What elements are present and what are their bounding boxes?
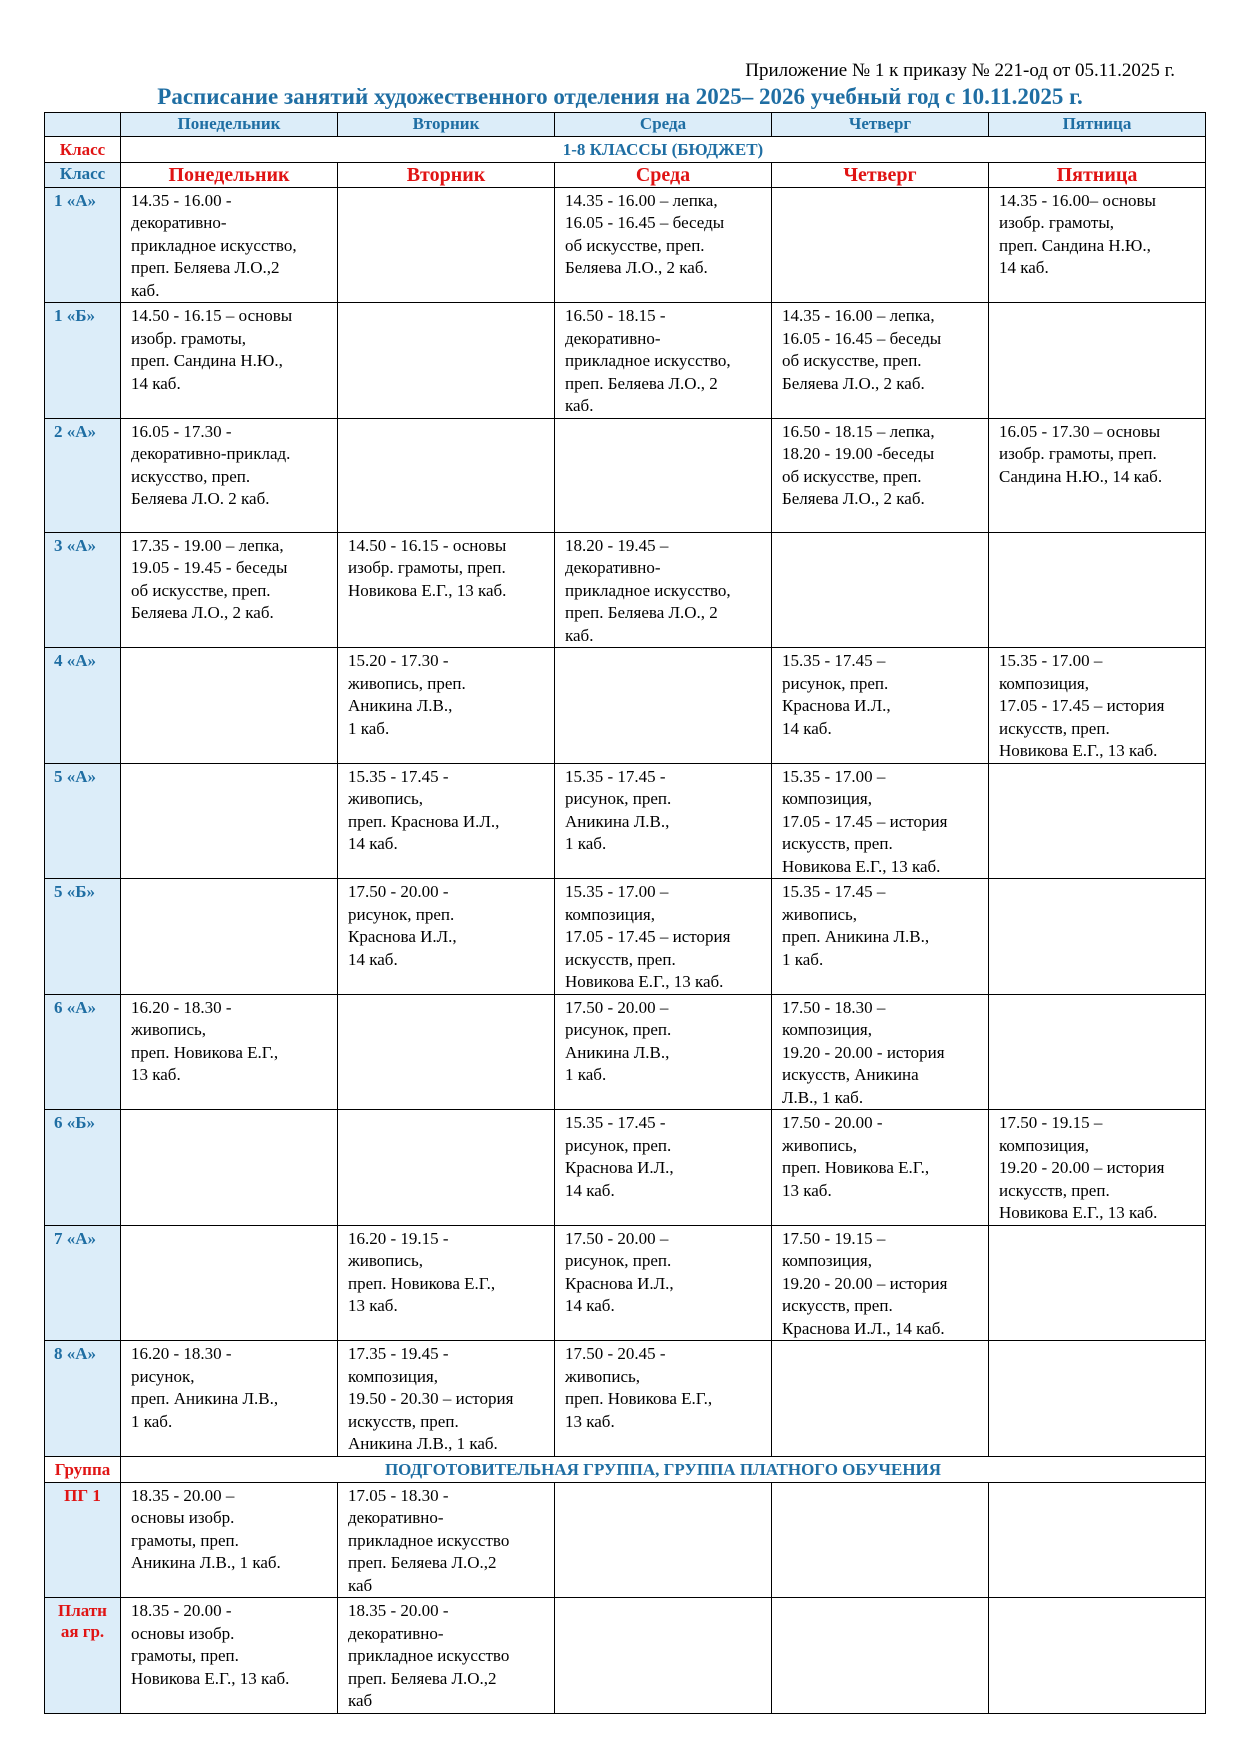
day-name-thu: Четверг: [772, 162, 989, 187]
day-name-fri: Пятница: [989, 162, 1206, 187]
lesson-cell-thu: 15.35 - 17.00 – композиция, 17.05 - 17.45 – история искусств, преп. Новикова Е.Г., 13 каб.: [772, 763, 989, 879]
lesson-cell-mon: [121, 1225, 338, 1341]
lesson-cell-tue: [338, 187, 555, 303]
lesson-cell-wed: 14.35 - 16.00 – лепка, 16.05 - 16.45 – беседы об искусстве, преп. Беляева Л.О., 2 каб.: [555, 187, 772, 303]
lesson-cell-thu: 14.35 - 16.00 – лепка, 16.05 - 16.45 – беседы об искусстве, преп. Беляева Л.О., 2 каб.: [772, 303, 989, 419]
lesson-cell-fri: [989, 879, 1206, 995]
class-row: [45, 1341, 1206, 1457]
lesson-cell-wed: [555, 648, 772, 764]
lesson-cell-mon: [121, 763, 338, 879]
lesson-cell-fri: [989, 1598, 1206, 1714]
lesson-cell-mon: [121, 1110, 338, 1226]
lesson-cell-tue: 16.20 - 19.15 - живопись, преп. Новикова Е.Г., 13 каб.: [338, 1225, 555, 1341]
day-name-tue: Вторник: [338, 162, 555, 187]
day-name-mon: Понедельник: [121, 162, 338, 187]
corner-cell: [45, 113, 121, 137]
lesson-cell-wed: 17.50 - 20.00 – рисунок, преп. Аникина Л.В., 1 каб.: [555, 994, 772, 1110]
group-name: ПГ 1: [45, 1482, 121, 1598]
class-name: 5 «Б»: [45, 879, 121, 995]
class-row: [45, 303, 1206, 419]
day-name-row: [45, 162, 1206, 187]
lesson-cell-tue: [338, 994, 555, 1110]
lesson-cell-wed: [555, 1598, 772, 1714]
lesson-cell-thu: [772, 1482, 989, 1598]
lesson-cell-tue: 18.35 - 20.00 - декоративно- прикладное искусство преп. Беляева Л.О.,2 каб: [338, 1598, 555, 1714]
lesson-cell-thu: [772, 187, 989, 303]
schedule-table: [44, 112, 1206, 1714]
day-header-tue: Вторник: [338, 113, 555, 137]
lesson-cell-tue: 14.50 - 16.15 - основы изобр. грамоты, преп. Новикова Е.Г., 13 каб.: [338, 532, 555, 648]
group-row: [45, 1482, 1206, 1598]
lesson-cell-mon: 14.35 - 16.00 - декоративно- прикладное искусство, преп. Беляева Л.О.,2 каб.: [121, 187, 338, 303]
appendix-note: Приложение № 1 к приказу № 221-од от 05.11.2025 г.: [745, 60, 1175, 81]
lesson-cell-fri: [989, 763, 1206, 879]
class-name: 6 «А»: [45, 994, 121, 1110]
day-header-fri: Пятница: [989, 113, 1206, 137]
lesson-cell-wed: 15.35 - 17.45 - рисунок, преп. Краснова И.Л., 14 каб.: [555, 1110, 772, 1226]
lesson-cell-fri: 15.35 - 17.00 – композиция, 17.05 - 17.45 – история искусств, преп. Новикова Е.Г., 13 каб.: [989, 648, 1206, 764]
section-budget-title: 1-8 КЛАССЫ (БЮДЖЕТ): [121, 136, 1206, 162]
class-name: 1 «Б»: [45, 303, 121, 419]
lesson-cell-thu: 17.50 - 18.30 – композиция, 19.20 - 20.00 - история искусств, Аникина Л.В., 1 каб.: [772, 994, 989, 1110]
lesson-cell-fri: [989, 532, 1206, 648]
class-name: 8 «А»: [45, 1341, 121, 1457]
class-name: 3 «А»: [45, 532, 121, 648]
day-header-thu: Четверг: [772, 113, 989, 137]
day-header-row: [45, 113, 1206, 137]
lesson-cell-mon: 17.35 - 19.00 – лепка, 19.05 - 19.45 - беседы об искусстве, преп. Беляева Л.О., 2 каб.: [121, 532, 338, 648]
lesson-cell-thu: [772, 1341, 989, 1457]
lesson-cell-mon: 16.05 - 17.30 - декоративно-приклад. искусство, преп. Беляева Л.О. 2 каб.: [121, 418, 338, 532]
lesson-cell-fri: 14.35 - 16.00– основы изобр. грамоты, преп. Сандина Н.Ю., 14 каб.: [989, 187, 1206, 303]
lesson-cell-fri: [989, 994, 1206, 1110]
lesson-cell-tue: 15.20 - 17.30 - живопись, преп. Аникина Л.В., 1 каб.: [338, 648, 555, 764]
lesson-cell-wed: [555, 1482, 772, 1598]
class-name: 7 «А»: [45, 1225, 121, 1341]
section-budget-row: [45, 136, 1206, 162]
lesson-cell-tue: 15.35 - 17.45 - живопись, преп. Краснова И.Л., 14 каб.: [338, 763, 555, 879]
class-row: [45, 1110, 1206, 1226]
lesson-cell-wed: 15.35 - 17.45 - рисунок, преп. Аникина Л.В., 1 каб.: [555, 763, 772, 879]
lesson-cell-thu: 17.50 - 19.15 – композиция, 19.20 - 20.00 – история искусств, преп. Краснова И.Л., 14 каб.: [772, 1225, 989, 1341]
lesson-cell-wed: 18.20 - 19.45 – декоративно- прикладное искусство, преп. Беляева Л.О., 2 каб.: [555, 532, 772, 648]
lesson-cell-wed: 15.35 - 17.00 – композиция, 17.05 - 17.45 – история искусств, преп. Новикова Е.Г., 13 каб.: [555, 879, 772, 995]
class-name: 6 «Б»: [45, 1110, 121, 1226]
lesson-cell-mon: 14.50 - 16.15 – основы изобр. грамоты, преп. Сандина Н.Ю., 14 каб.: [121, 303, 338, 419]
lesson-cell-fri: [989, 1482, 1206, 1598]
class-name: 5 «А»: [45, 763, 121, 879]
klass-label-red: Класс: [45, 136, 121, 162]
lesson-cell-thu: [772, 532, 989, 648]
class-name: 4 «А»: [45, 648, 121, 764]
class-row: [45, 418, 1206, 532]
class-row: [45, 187, 1206, 303]
day-header-wed: Среда: [555, 113, 772, 137]
class-row: [45, 763, 1206, 879]
class-name: 1 «А»: [45, 187, 121, 303]
page-title: Расписание занятий художественного отделения на 2025– 2026 учебный год с 10.11.2025 г.: [157, 84, 1083, 109]
lesson-cell-tue: [338, 303, 555, 419]
lesson-cell-wed: [555, 418, 772, 532]
lesson-cell-thu: 16.50 - 18.15 – лепка, 18.20 - 19.00 -беседы об искусстве, преп. Беляева Л.О., 2 каб.: [772, 418, 989, 532]
lesson-cell-tue: 17.35 - 19.45 - композиция, 19.50 - 20.30 – история искусств, преп. Аникина Л.В., 1 каб.: [338, 1341, 555, 1457]
lesson-cell-mon: 16.20 - 18.30 - рисунок, преп. Аникина Л.В., 1 каб.: [121, 1341, 338, 1457]
lesson-cell-tue: 17.50 - 20.00 - рисунок, преп. Краснова И.Л., 14 каб.: [338, 879, 555, 995]
section-paid-row: [45, 1456, 1206, 1482]
lesson-cell-fri: 16.05 - 17.30 – основы изобр. грамоты, преп. Сандина Н.Ю., 14 каб.: [989, 418, 1206, 532]
lesson-cell-tue: [338, 1110, 555, 1226]
class-row: [45, 532, 1206, 648]
lesson-cell-wed: 16.50 - 18.15 - декоративно- прикладное искусство, преп. Беляева Л.О., 2 каб.: [555, 303, 772, 419]
class-row: [45, 648, 1206, 764]
class-row: [45, 994, 1206, 1110]
day-name-wed: Среда: [555, 162, 772, 187]
section-paid-title: ПОДГОТОВИТЕЛЬНАЯ ГРУППА, ГРУППА ПЛАТНОГО ОБУЧЕНИЯ: [121, 1456, 1206, 1482]
lesson-cell-tue: [338, 418, 555, 532]
lesson-cell-thu: 15.35 - 17.45 – рисунок, преп. Краснова И.Л., 14 каб.: [772, 648, 989, 764]
lesson-cell-fri: [989, 1225, 1206, 1341]
class-row: [45, 1225, 1206, 1341]
lesson-cell-thu: 17.50 - 20.00 - живопись, преп. Новикова Е.Г., 13 каб.: [772, 1110, 989, 1226]
lesson-cell-fri: [989, 1341, 1206, 1457]
class-name: 2 «А»: [45, 418, 121, 532]
day-header-mon: Понедельник: [121, 113, 338, 137]
lesson-cell-mon: 18.35 - 20.00 - основы изобр. грамоты, преп. Новикова Е.Г., 13 каб.: [121, 1598, 338, 1714]
group-name: Платн ая гр.: [45, 1598, 121, 1714]
class-row: [45, 879, 1206, 995]
lesson-cell-mon: 18.35 - 20.00 – основы изобр. грамоты, преп. Аникина Л.В., 1 каб.: [121, 1482, 338, 1598]
klass-label: Класс: [45, 162, 121, 187]
lesson-cell-thu: 15.35 - 17.45 – живопись, преп. Аникина Л.В., 1 каб.: [772, 879, 989, 995]
group-label-red: Группа: [45, 1456, 121, 1482]
lesson-cell-fri: 17.50 - 19.15 – композиция, 19.20 - 20.00 – история искусств, преп. Новикова Е.Г., 13 каб.: [989, 1110, 1206, 1226]
lesson-cell-thu: [772, 1598, 989, 1714]
lesson-cell-wed: 17.50 - 20.00 – рисунок, преп. Краснова И.Л., 14 каб.: [555, 1225, 772, 1341]
lesson-cell-tue: 17.05 - 18.30 - декоративно- прикладное искусство преп. Беляева Л.О.,2 каб: [338, 1482, 555, 1598]
lesson-cell-wed: 17.50 - 20.45 - живопись, преп. Новикова Е.Г., 13 каб.: [555, 1341, 772, 1457]
lesson-cell-mon: [121, 879, 338, 995]
lesson-cell-fri: [989, 303, 1206, 419]
lesson-cell-mon: [121, 648, 338, 764]
lesson-cell-mon: 16.20 - 18.30 - живопись, преп. Новикова Е.Г., 13 каб.: [121, 994, 338, 1110]
group-row: [45, 1598, 1206, 1714]
